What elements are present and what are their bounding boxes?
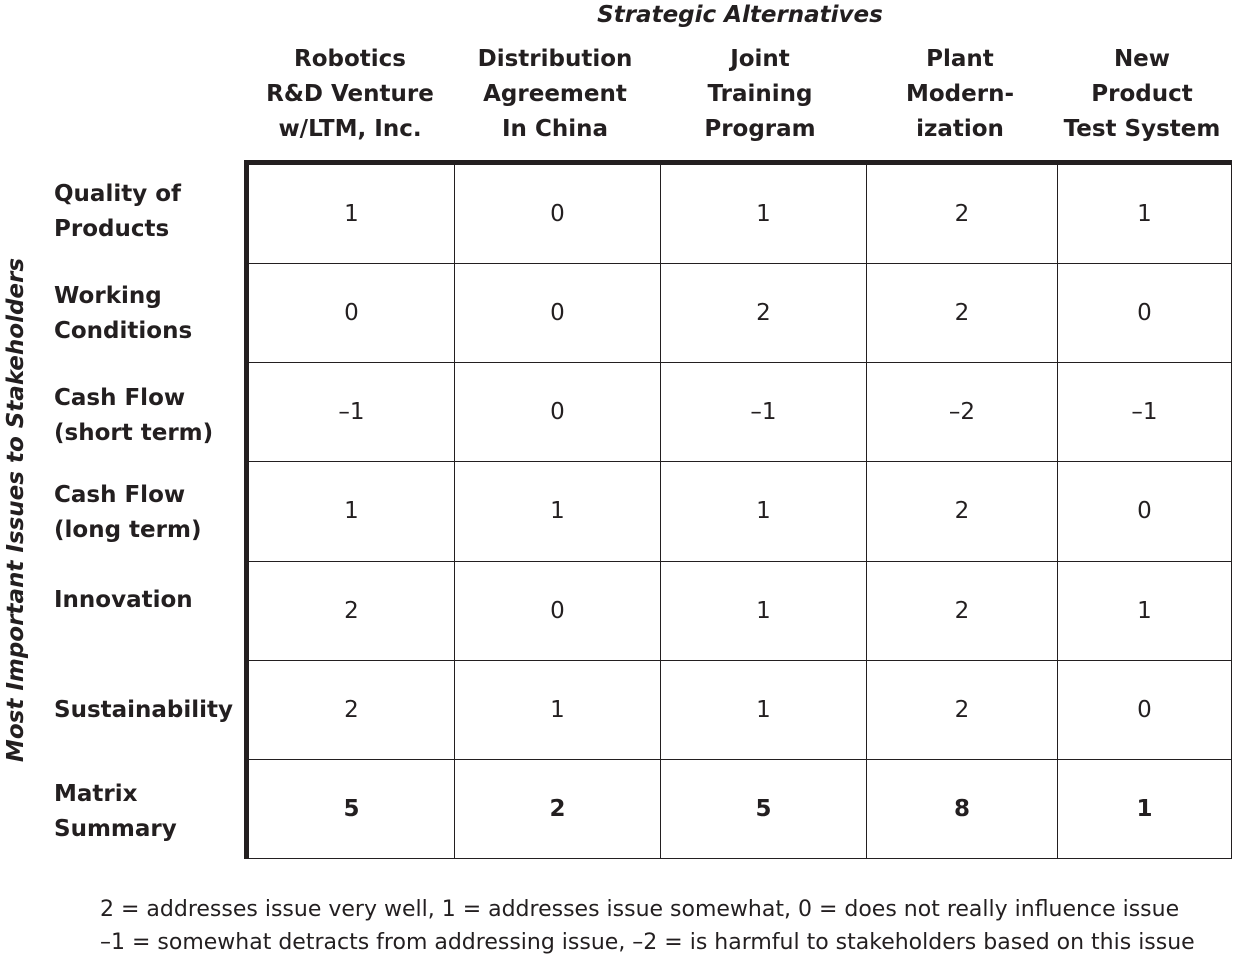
column-header-training bbox=[660, 42, 860, 150]
column-header-line: Training bbox=[707, 81, 813, 107]
summary-cell: 1 bbox=[1058, 759, 1232, 858]
summary-cell: 5 bbox=[661, 759, 867, 858]
column-header-line: Program bbox=[704, 116, 816, 142]
column-header-line: New bbox=[1113, 46, 1171, 72]
table-row bbox=[247, 264, 1232, 363]
row-header-line: Cash Flow bbox=[54, 384, 186, 411]
column-header-line: w/LTM, Inc. bbox=[278, 116, 422, 142]
row-header-line: Matrix bbox=[54, 780, 138, 807]
table-row bbox=[247, 163, 1232, 264]
table-row bbox=[247, 363, 1232, 462]
column-header-line: Joint bbox=[730, 46, 790, 72]
table-row bbox=[247, 561, 1232, 660]
row-header-line: Products bbox=[54, 215, 170, 242]
matrix-cell: 0 bbox=[1058, 462, 1232, 561]
column-header-line: ization bbox=[916, 116, 1004, 142]
matrix-cell: 0 bbox=[455, 561, 661, 660]
matrix-cell: 0 bbox=[455, 163, 661, 264]
row-header-line: Quality of bbox=[54, 180, 182, 207]
column-header-line: Plant bbox=[926, 46, 994, 72]
column-header-line: Distribution bbox=[477, 46, 633, 72]
column-header-distribution bbox=[455, 42, 655, 150]
legend bbox=[100, 893, 1254, 959]
matrix-cell: 1 bbox=[247, 163, 455, 264]
matrix-cell: 2 bbox=[867, 462, 1058, 561]
matrix-cell: 1 bbox=[661, 660, 867, 759]
row-header-cash-flow-short bbox=[54, 366, 239, 465]
summary-cell: 2 bbox=[455, 759, 661, 858]
matrix-cell: 1 bbox=[455, 462, 661, 561]
matrix-cell: 2 bbox=[247, 561, 455, 660]
row-header-line: (long term) bbox=[54, 516, 202, 543]
row-header-working-conditions bbox=[54, 264, 239, 363]
matrix-cell: 2 bbox=[661, 264, 867, 363]
column-header-line: Product bbox=[1091, 81, 1193, 107]
stakeholder-issues-title: Most Important Issues to Stakeholders bbox=[3, 257, 29, 763]
row-header-line: Summary bbox=[54, 815, 177, 842]
matrix-cell: 2 bbox=[867, 163, 1058, 264]
column-header-line: Robotics bbox=[294, 46, 406, 72]
matrix-cell: –2 bbox=[867, 363, 1058, 462]
matrix-cell: 1 bbox=[661, 462, 867, 561]
summary-row bbox=[247, 759, 1232, 858]
column-header-modernization bbox=[865, 42, 1055, 150]
column-header-line: In China bbox=[502, 116, 608, 142]
row-header-matrix-summary bbox=[54, 762, 239, 861]
matrix-cell: 2 bbox=[867, 561, 1058, 660]
matrix-cell: –1 bbox=[661, 363, 867, 462]
row-header-line: (short term) bbox=[54, 419, 214, 446]
summary-cell: 5 bbox=[247, 759, 455, 858]
row-header-line: Cash Flow bbox=[54, 481, 186, 508]
matrix-cell: 2 bbox=[867, 660, 1058, 759]
column-header-test-system bbox=[1056, 42, 1228, 150]
column-header-line: R&D Venture bbox=[266, 81, 434, 107]
column-header-line: Modern- bbox=[905, 81, 1014, 107]
stakeholder-matrix bbox=[244, 160, 1232, 859]
row-header-line: Sustainability bbox=[54, 697, 234, 723]
legend-line: –1 = somewhat detracts from addressing issue, –2 = is harmful to stakeholders based on this issue bbox=[100, 930, 1195, 955]
table-row bbox=[247, 660, 1232, 759]
matrix-cell: 1 bbox=[661, 561, 867, 660]
column-header-robotics bbox=[250, 42, 450, 150]
row-header-quality bbox=[54, 162, 239, 261]
matrix-cell: 1 bbox=[1058, 561, 1232, 660]
strategic-alternatives-title: Strategic Alternatives bbox=[597, 2, 883, 28]
matrix-cell: 0 bbox=[455, 264, 661, 363]
matrix-cell: 1 bbox=[247, 462, 455, 561]
column-header-line: Agreement bbox=[483, 81, 627, 107]
matrix-cell: 1 bbox=[661, 163, 867, 264]
summary-cell: 8 bbox=[867, 759, 1058, 858]
column-header-line: Test System bbox=[1063, 116, 1221, 142]
matrix-cell: –1 bbox=[247, 363, 455, 462]
matrix-cell: 1 bbox=[1058, 163, 1232, 264]
matrix-cell: 0 bbox=[1058, 660, 1232, 759]
matrix-cell: 2 bbox=[867, 264, 1058, 363]
matrix-cell: –1 bbox=[1058, 363, 1232, 462]
row-header-line: Conditions bbox=[54, 317, 193, 344]
row-header-innovation bbox=[54, 561, 239, 660]
matrix-cell: 0 bbox=[455, 363, 661, 462]
matrix-cell: 2 bbox=[247, 660, 455, 759]
row-header-sustainability bbox=[54, 661, 239, 760]
table-row bbox=[247, 462, 1232, 561]
row-header-line: Working bbox=[54, 282, 162, 309]
matrix-cell: 1 bbox=[455, 660, 661, 759]
matrix-cell: 0 bbox=[1058, 264, 1232, 363]
matrix-cell: 0 bbox=[247, 264, 455, 363]
legend-line: 2 = addresses issue very well, 1 = addresses issue somewhat, 0 = does not really influence issue bbox=[100, 897, 1180, 922]
row-header-line: Innovation bbox=[54, 587, 193, 613]
row-header-cash-flow-long bbox=[54, 463, 239, 562]
